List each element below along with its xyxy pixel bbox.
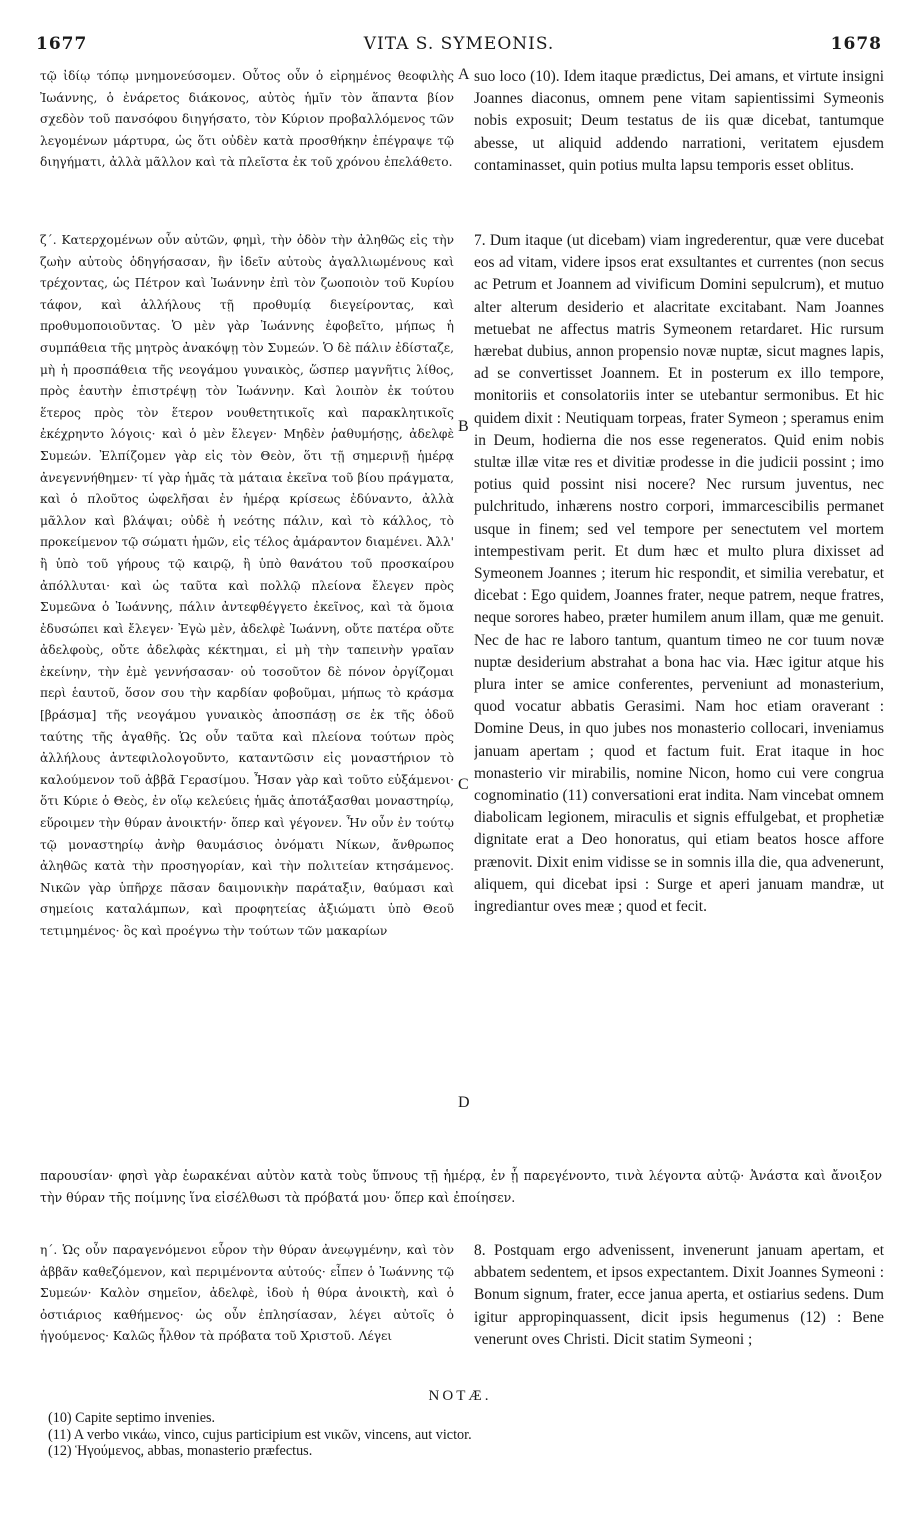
margin-letter-a: A — [458, 66, 470, 83]
greek-column-top — [40, 66, 454, 228]
latin-column-bottom — [474, 1240, 884, 1380]
page-number-left: 1677 — [36, 34, 88, 54]
margin-letter-b: B — [458, 418, 469, 435]
greek-paragraph: τῷ ἰδίῳ τόπῳ μνημονεύσομεν. Οὗτος οὖν ὁ εἰρημένος θεοφιλὴς Ἰωάννης, ὁ ἐνάρετος διάκονος, αὐτὸς ἡμῖν τὸν ἅπαντα βίον σχεδὸν τοῦ πανσόφου διηγήσατο, τὸν Κύριον προβαλλόμενος τῶν λεγομένων μάρτυρα, ὡς ὅτι οὐδὲν κατὰ προσθήκην ἐπέγραψε τῷ διηγήματι, ἀλλὰ μᾶλλον καὶ τὰ πλεῖστα ἐκ τοῦ χρόνου ἐπελάθετο. — [40, 69, 454, 170]
latin-column-main — [474, 230, 884, 1164]
greek-paragraph: ζ΄. Κατερχομένων οὖν αὐτῶν, φημὶ, τὴν ὁδὸν τὴν ἀληθῶς εἰς τὴν ζωὴν αὐτοὺς ὁδηγήσασαν, ἣν ἰδεῖν αὐτοὺς ἀγαλλιωμένους καὶ τρέχοντας, ὡς Πέτρον καὶ Ἰωάννην ἐπὶ τὸν ζωοποιὸν τοῦ Κυρίου τάφον, καὶ ἀλλήλους τῇ προθυμίᾳ διεγείροντας, καὶ προθυμοποιοῦντας. Ὁ μὲν γὰρ Ἰωάννης ἐφοβεῖτο, μήπως ἡ συμπάθεια τῆς μητρὸς ἀνακόψῃ τὸν Συμεών. Ὁ δὲ πάλιν ἐδίσταζε, μὴ ἡ προσπάθεια τῆς νεογάμου γυναικὸς, ὥσπερ μαγνῆτις λίθος, πρὸς ἑαυτὴν ἐπιστρέψῃ τὸν Ἰωάννην. Καὶ λοιπὸν ἐκ τούτου ἕτερος πρὸς τὸν ἕτερον νουθετητικοῖς καὶ παρακλητικοῖς ἐκέχρηντο λόγοις· καὶ ὁ μὲν ἔλεγεν· Μηδὲν ῥαθυμήσῃς, ἀδελφὲ Συμεών. Ἐλπίζομεν γὰρ εἰς τὸν Θεὸν, ὅτι τῇ σημερινῇ ἡμέρᾳ ἀνεγεννήθημεν· τί γὰρ ἡμᾶς τὰ μάταια ἐκεῖνα τοῦ βίου πράγματα, καὶ ὁ πλοῦτος ὠφελῆσαι ἐν ἡμέρᾳ κρίσεως ἐδύναντο, ἀλλὰ μᾶλλον καὶ βλάψαι; οὐδὲ ἡ νεότης πάλιν, καὶ τὸ κάλλος, τὸ προκείμενον τῷ σώματι ἡμῶν, εἰς τέλος ἀμάραντον διαμένει. Ἀλλ' ἢ ὑπὸ τοῦ γήρους τῷ καιρῷ, ἢ ὑπὸ θανάτου τοῦ προσκαίρου ἀπόλλυται· καὶ ὡς ταῦτα καὶ πολλῷ πλείονα ἔλεγεν πρὸς Συμεῶνα ὁ Ἰωάννης, πάλιν ἀντεφθέγγετο ἐκεῖνος, καὶ τὰ ὅμοια ἐδυσώπει καὶ ἔλεγεν· Ἐγὼ μὲν, ἀδελφὲ Ἰωάννη, οὔτε πατέρα οὔτε ἀδελφοὺς, οὔτε ἀδελφὰς κέκτημαι, εἰ μὴ τὴν ταπεινὴν γραῖαν ἐκείνην, τὴν ἐμὲ γεννήσασαν· οὐ τοσοῦτον δὲ πόνον ὀργίζομαι περὶ ἑαυτοῦ, ὅσον σου τὴν καρδίαν φοβοῦμαι, μήπως τὸ κράσμα [βράσμα] τῆς νεογάμου γυναικὸς ἀποσπάσῃ σε ἐκ τῆς ὁδοῦ ταύτης τῆς ἀγαθῆς. Ὡς οὖν ταῦτα καὶ πλείονα τούτων πρὸς ἀλλήλους ἀντεφιλολογοῦντο, καταντῶσιν εἰς μοναστήριον τὸ καλούμενον τοῦ ἀββᾶ Γερασίμου. Ἦσαν γὰρ καὶ τοῦτο εὐξάμενοι· ὅτι Κύριε ὁ Θεὸς, ἐν οἵῳ κελεύεις ἡμᾶς ἀποτάξασθαι μοναστηρίῳ, εὕροιμεν τὴν θύραν ἀνοικτήν· ὅπερ καὶ γέγονεν. Ἦν οὖν ἐν τούτῳ τῷ μοναστηρίῳ ἀνὴρ θαυμάσιος ὀνόματι Νίκων, ἄνθρωπος ἀληθῶς κατὰ τὴν προσηγορίαν, καὶ τὴν πολιτείαν κτησάμενος. Νικῶν γὰρ ὑπῆρχε πᾶσαν δαιμονικὴν παράταξιν, θαύμασι καὶ σημείοις καταλάμπων, καὶ προφητείας ἀξιώματι ὑπὸ Θεοῦ τετιμημένος· ὃς καὶ προέγνω τὴν τούτων τῶν μακαρίων — [40, 233, 454, 938]
footnote: (11) A verbo νικάω, vinco, cujus participium est νικῶν, vincens, aut victor. — [48, 1426, 472, 1443]
page-number-right: 1678 — [830, 34, 882, 54]
footnote: (10) Capite septimo invenies. — [48, 1410, 216, 1426]
greek-column-main — [40, 230, 454, 1164]
footnotes — [48, 1410, 884, 1460]
page-header — [36, 34, 882, 58]
greek-spanning-lines — [40, 1165, 882, 1225]
latin-paragraph: 7. Dum itaque (ut dicebam) viam ingrederentur, quæ vere ducebat eos ad vitam, videre ipsos erat exsultantes et currentes (non secus ac Petrum et Joannem ad vivificum Domini sepulcrum), et mutuo alter alterum desiderio et alacritate excitabant. Nam Joannes metuebat ne affectus matris Symeonem retardaret. Hic rursum hærebat dubius, annon propensio novæ nuptæ, sicut magnes lapis, ad se convertisset Joannem. Et in posterum ex illo tempore, monitoriis et consolatoriis inter se utebantur sermonibus. Et hic quidem dixit : Neutiquam torpeas, frater Symeon ; speramus enim in Deum, hodierna die nos esse regeneratos. Quid enim nobis stultæ illæ vitæ res et divitiæ prodesse in die judicii possint ; imo potius quid possint nisi nocere? Nec rursum juventus, nec pulchritudo, inhærens nostro corpori, immarcescibilis permanet usque in finem; sed vel tempore per senectutem vel mortem intempestivam perit. Et dum hæc et multo plura dixisset ad Symeonem Joannes ; iterum hic respondit, et similia verebatur, et dicebat : Ego quidem, Joannes frater, neque patrem, neque fratres, neque sorores habeo, præter humilem anum illam, quæ me genuit. Nec de hac re laboro tantum, quantum timeo ne cor tuum novæ nuptæ desiderium abstrahat a bona hac via. Hæc igitur atque his plura inter se amice conferentes, perveniunt ad monasterium, quod vocatur abbatis Gerasimi. Nam hoc etiam oraverant : Domine Deus, in quo jubes nos monasterio collocari, inveniamus januam apertam ; quod et factum fuit. Erat itaque in hoc monasterio vir mirabilis, nomine Nicon, homo cui vere congrua cognominatio (11) conversationi erat indita. Nam vincebat omnem diabolicam legionem, miraculis et signis effulgebat, et prophetiæ dignitate erat a Deo honoratus, qui etiam beatos hosce affore prænovit. Dixit enim vidisse se in somnis illa die, qua advenerunt, aliquem, qui dicebat ipsi : Surge et aperi januam mandræ, ut ingrediantur oves meæ ; quod et fecit. — [474, 232, 884, 916]
latin-column-top — [474, 66, 884, 228]
notes-heading: NOTÆ. — [428, 1388, 492, 1404]
margin-letter-c: C — [458, 776, 469, 793]
greek-paragraph: παρουσίαν· φησὶ γὰρ ἑωρακέναι αὐτὸν κατὰ τοὺς ὕπνους τῇ ἡμέρᾳ, ἐν ᾗ παρεγένοντο, τινὰ λέγοντα αὐτῷ· Ἀνάστα καὶ ἄνοιξον τὴν θύραν τῆς ποίμνης ἵνα εἰσέλθωσι τὰ πρόβατά μου· ὅπερ καὶ ἐποίησεν. — [40, 1168, 882, 1205]
running-head: VITA S. SYMEONIS. — [363, 34, 555, 54]
latin-paragraph: 8. Postquam ergo advenissent, invenerunt januam apertam, et abbatem sedentem, et ipsos expectantem. Dixit Joannes Symeoni : Bonum signum, frater, ecce janua aperta, et ostiarius sedens. Dum igitur appropinquassent, dicit ipsis hegumenus (12) : Bene venerunt oves Christi. Dicit statim Symeoni ; — [474, 1242, 884, 1348]
margin-letter-d: D — [458, 1094, 470, 1111]
greek-column-bottom — [40, 1240, 454, 1380]
footnote: (12) Ἡγούμενος, abbas, monasterio præfectus. — [48, 1443, 313, 1459]
latin-paragraph: suo loco (10). Idem itaque prædictus, Dei amans, et virtute insigni Joannes diaconus, omnem pene vitam sapientissimi Symeonis nobis exposuit; Deum testatus de iis quæ dicebat, tantumque abesse, ut aliquid addendo narrationi, veritatem ejusdem contaminasset, quin potius multa lapsu temporis esset oblitus. — [474, 68, 884, 174]
greek-paragraph: η΄. Ὡς οὖν παραγενόμενοι εὗρον τὴν θύραν ἀνεῳγμένην, καὶ τὸν ἀββᾶν καθεζόμενον, καὶ περιμένοντα αὐτούς· εἶπεν ὁ Ἰωάννης τῷ Συμεών· Καλὸν σημεῖον, ἀδελφὲ, ἰδοὺ ἡ θύρα ἀνοικτὴ, καὶ ὁ ὀστιάριος καθήμενος· ὡς οὖν ἐπλησίασαν, λέγει αὐτοῖς ὁ ἡγούμενος· Καλῶς ἦλθον τὰ πρόβατα τοῦ Χριστοῦ. Λέγει — [40, 1243, 454, 1344]
